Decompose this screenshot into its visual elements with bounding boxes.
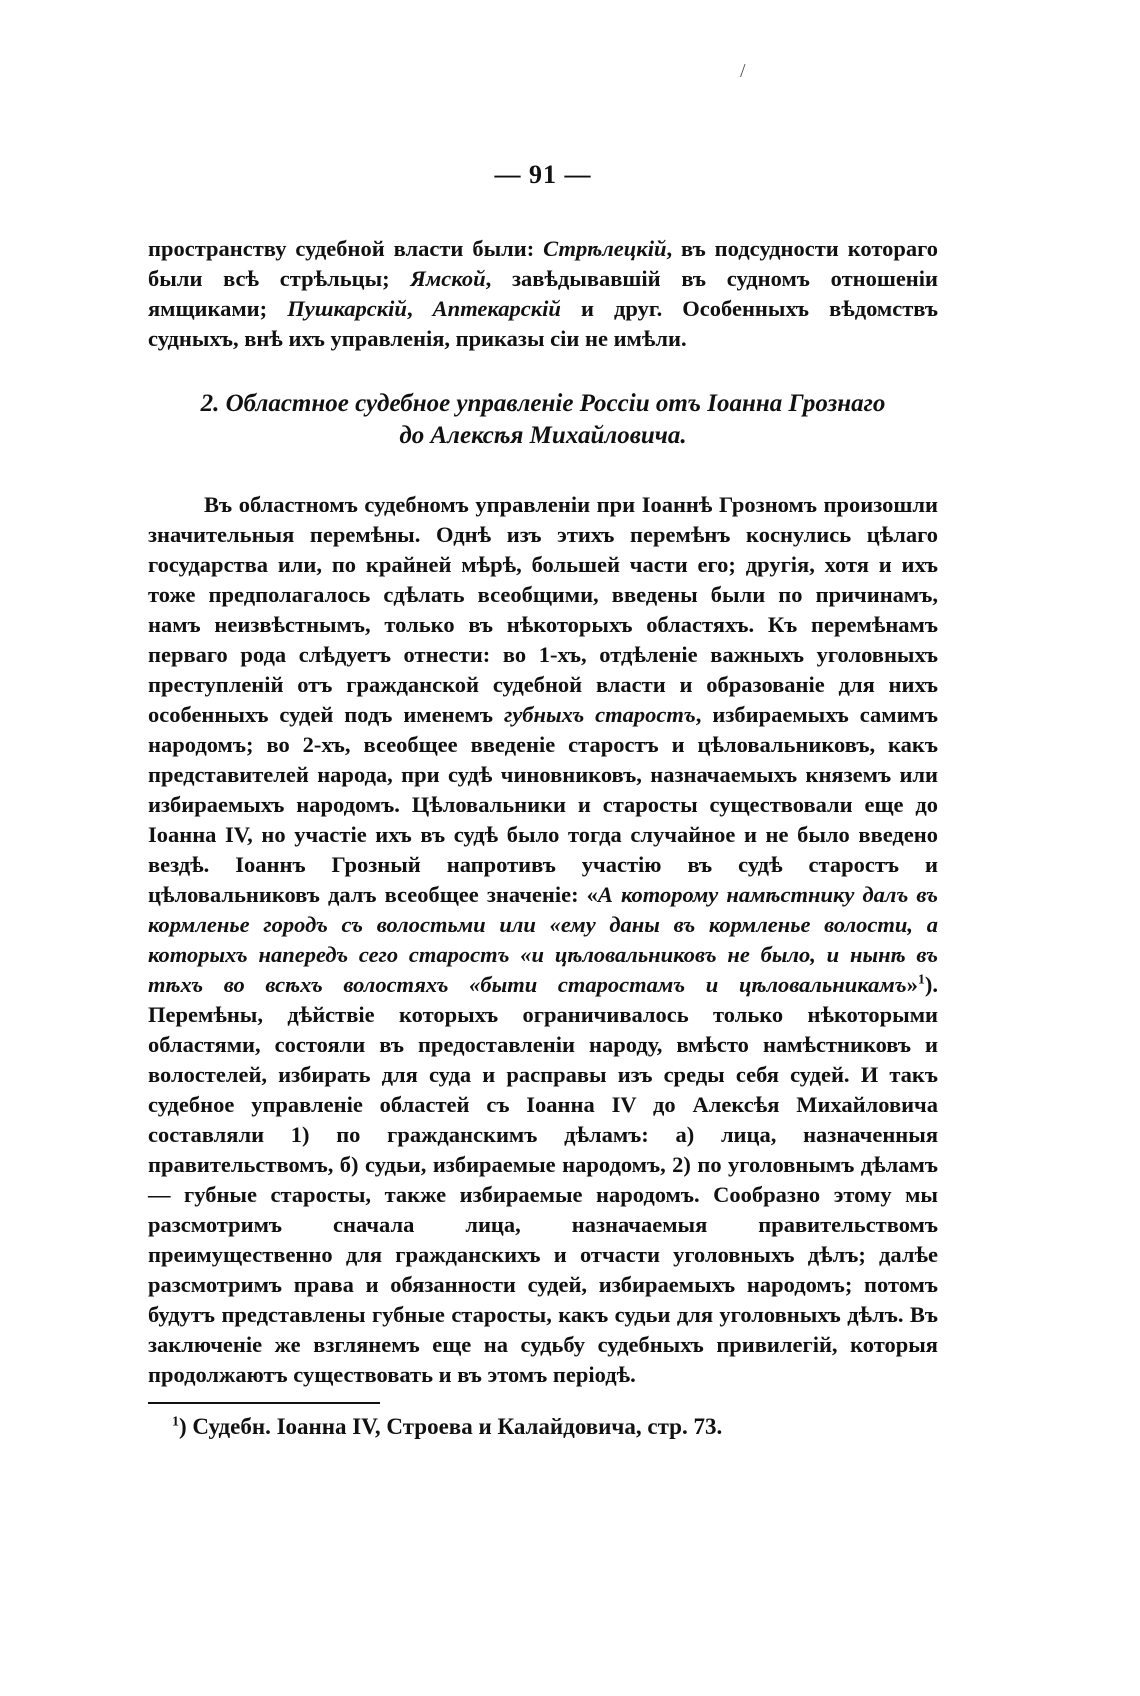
intro-text-1: пространству судебной власти были:: [148, 236, 544, 261]
intro-text-2: , въ подсудности котораго были всѣ стрѣльцы;: [148, 236, 938, 291]
book-page: [148, 160, 938, 1442]
footnote-reference: 1: [917, 972, 925, 988]
intro-italic-yamskoy: Ямской: [410, 266, 486, 291]
body-italic-gubnye: губныхъ старостъ: [504, 702, 696, 727]
footnote-divider: [148, 1402, 380, 1404]
section-heading-line-1: 2. Областное судебное управленіе Россіи отъ Іоанна Грознаго: [200, 390, 886, 417]
intro-text-3: , завѣдывавшій въ судномъ отношеніи ямщиками;: [148, 266, 938, 321]
main-paragraph: [148, 490, 938, 1390]
intro-text-5: и друг. Особенныхъ вѣдомствъ судныхъ, внѣ ихъ управленія, приказы сіи не имѣли.: [148, 296, 938, 351]
intro-italic-streletsky: Стрѣлецкій: [543, 236, 667, 261]
section-heading: [148, 388, 938, 452]
body-text-3: »: [906, 972, 918, 997]
body-text-4: ). Перемѣны, дѣйствіе которыхъ ограничивалось только нѣкоторыми областями, состояли въ предоставленіи народу, вмѣсто намѣстниковъ и волостелей, избирать для суда и расправы изъ среды себя судей. И такъ судебное управленіе областей съ Іоанна IV до Алексѣя Михайловича составляли 1) по гражданскимъ дѣламъ: а) лица, назначенныя правительствомъ, б) судьи, избираемые народомъ, 2) по уголовнымъ дѣламъ — губные старосты, также избираемые народомъ. Сообразно этому мы разсмотримъ сначала лица, назначаемыя правительствомъ преимущественно для гражданскихъ и отчасти уголовныхъ дѣлъ; далѣе разсмотримъ права и обязанности судей, избираемыхъ народомъ; потомъ будутъ представлены губные старосты, какъ судьи для уголовныхъ дѣлъ. Въ заключеніе же взглянемъ еще на судьбу судебныхъ привилегій, которыя продолжаютъ существовать и въ этомъ періодѣ.: [148, 972, 938, 1387]
body-text-1: Въ областномъ судебномъ управленіи при Іоаннѣ Грозномъ произошли значительныя перемѣны. Однѣ изъ этихъ перемѣнъ коснулись цѣлаго государства или, по крайней мѣрѣ, большей части его; другія, хотя и ихъ тоже предполагалось сдѣлать всеобщими, введены были по причинамъ, намъ неизвѣстнымъ, только въ нѣкоторыхъ областяхъ. Къ перемѣнамъ перваго рода слѣдуетъ отнести: во 1-хъ, отдѣленіе важныхъ уголовныхъ преступленій отъ гражданской судебной власти и образованіе для нихъ особенныхъ судей подъ именемъ: [148, 492, 938, 727]
intro-italic-pushkarsky: Пушкарскій: [287, 296, 407, 321]
body-italic-quotation: А которому намѣстнику далъ въ кормленье городъ съ волостьми или «ему даны въ кормленье волости, а которыхъ напередъ сего старостъ «и цѣловальниковъ не было, и нынѣ въ тѣхъ во всѣхъ волостяхъ «быти старостамъ и цѣловальникамъ: [148, 882, 938, 997]
intro-text-4: ,: [406, 296, 433, 321]
body-text-2: , избираемыхъ самимъ народомъ; во 2-хъ, всеобщее введеніе старостъ и цѣловальниковъ, какъ представителей народа, при судѣ чиновниковъ, назначаемыхъ княземъ или избираемыхъ народомъ. Цѣловальники и старосты существовали еще до Іоанна IV, но участіе ихъ въ судѣ было тогда случайное и не было введено вездѣ. Іоаннъ Грозный напротивъ участію въ судѣ старостъ и цѣловальниковъ далъ всеобщее значеніе: «: [148, 702, 938, 907]
stray-pen-mark: /: [740, 60, 746, 82]
footnote-mark: 1: [172, 1414, 179, 1430]
intro-italic-aptekarsky: Аптекарскій: [432, 296, 561, 321]
footnote-text: ) Судебн. Іоанна IV, Строева и Калайдовича, стр. 73.: [179, 1414, 723, 1439]
intro-paragraph: [148, 234, 938, 354]
section-heading-line-2: до Алексѣя Михайловича.: [399, 422, 687, 449]
page-number: — 91 —: [494, 160, 592, 189]
footnote: [148, 1412, 938, 1442]
